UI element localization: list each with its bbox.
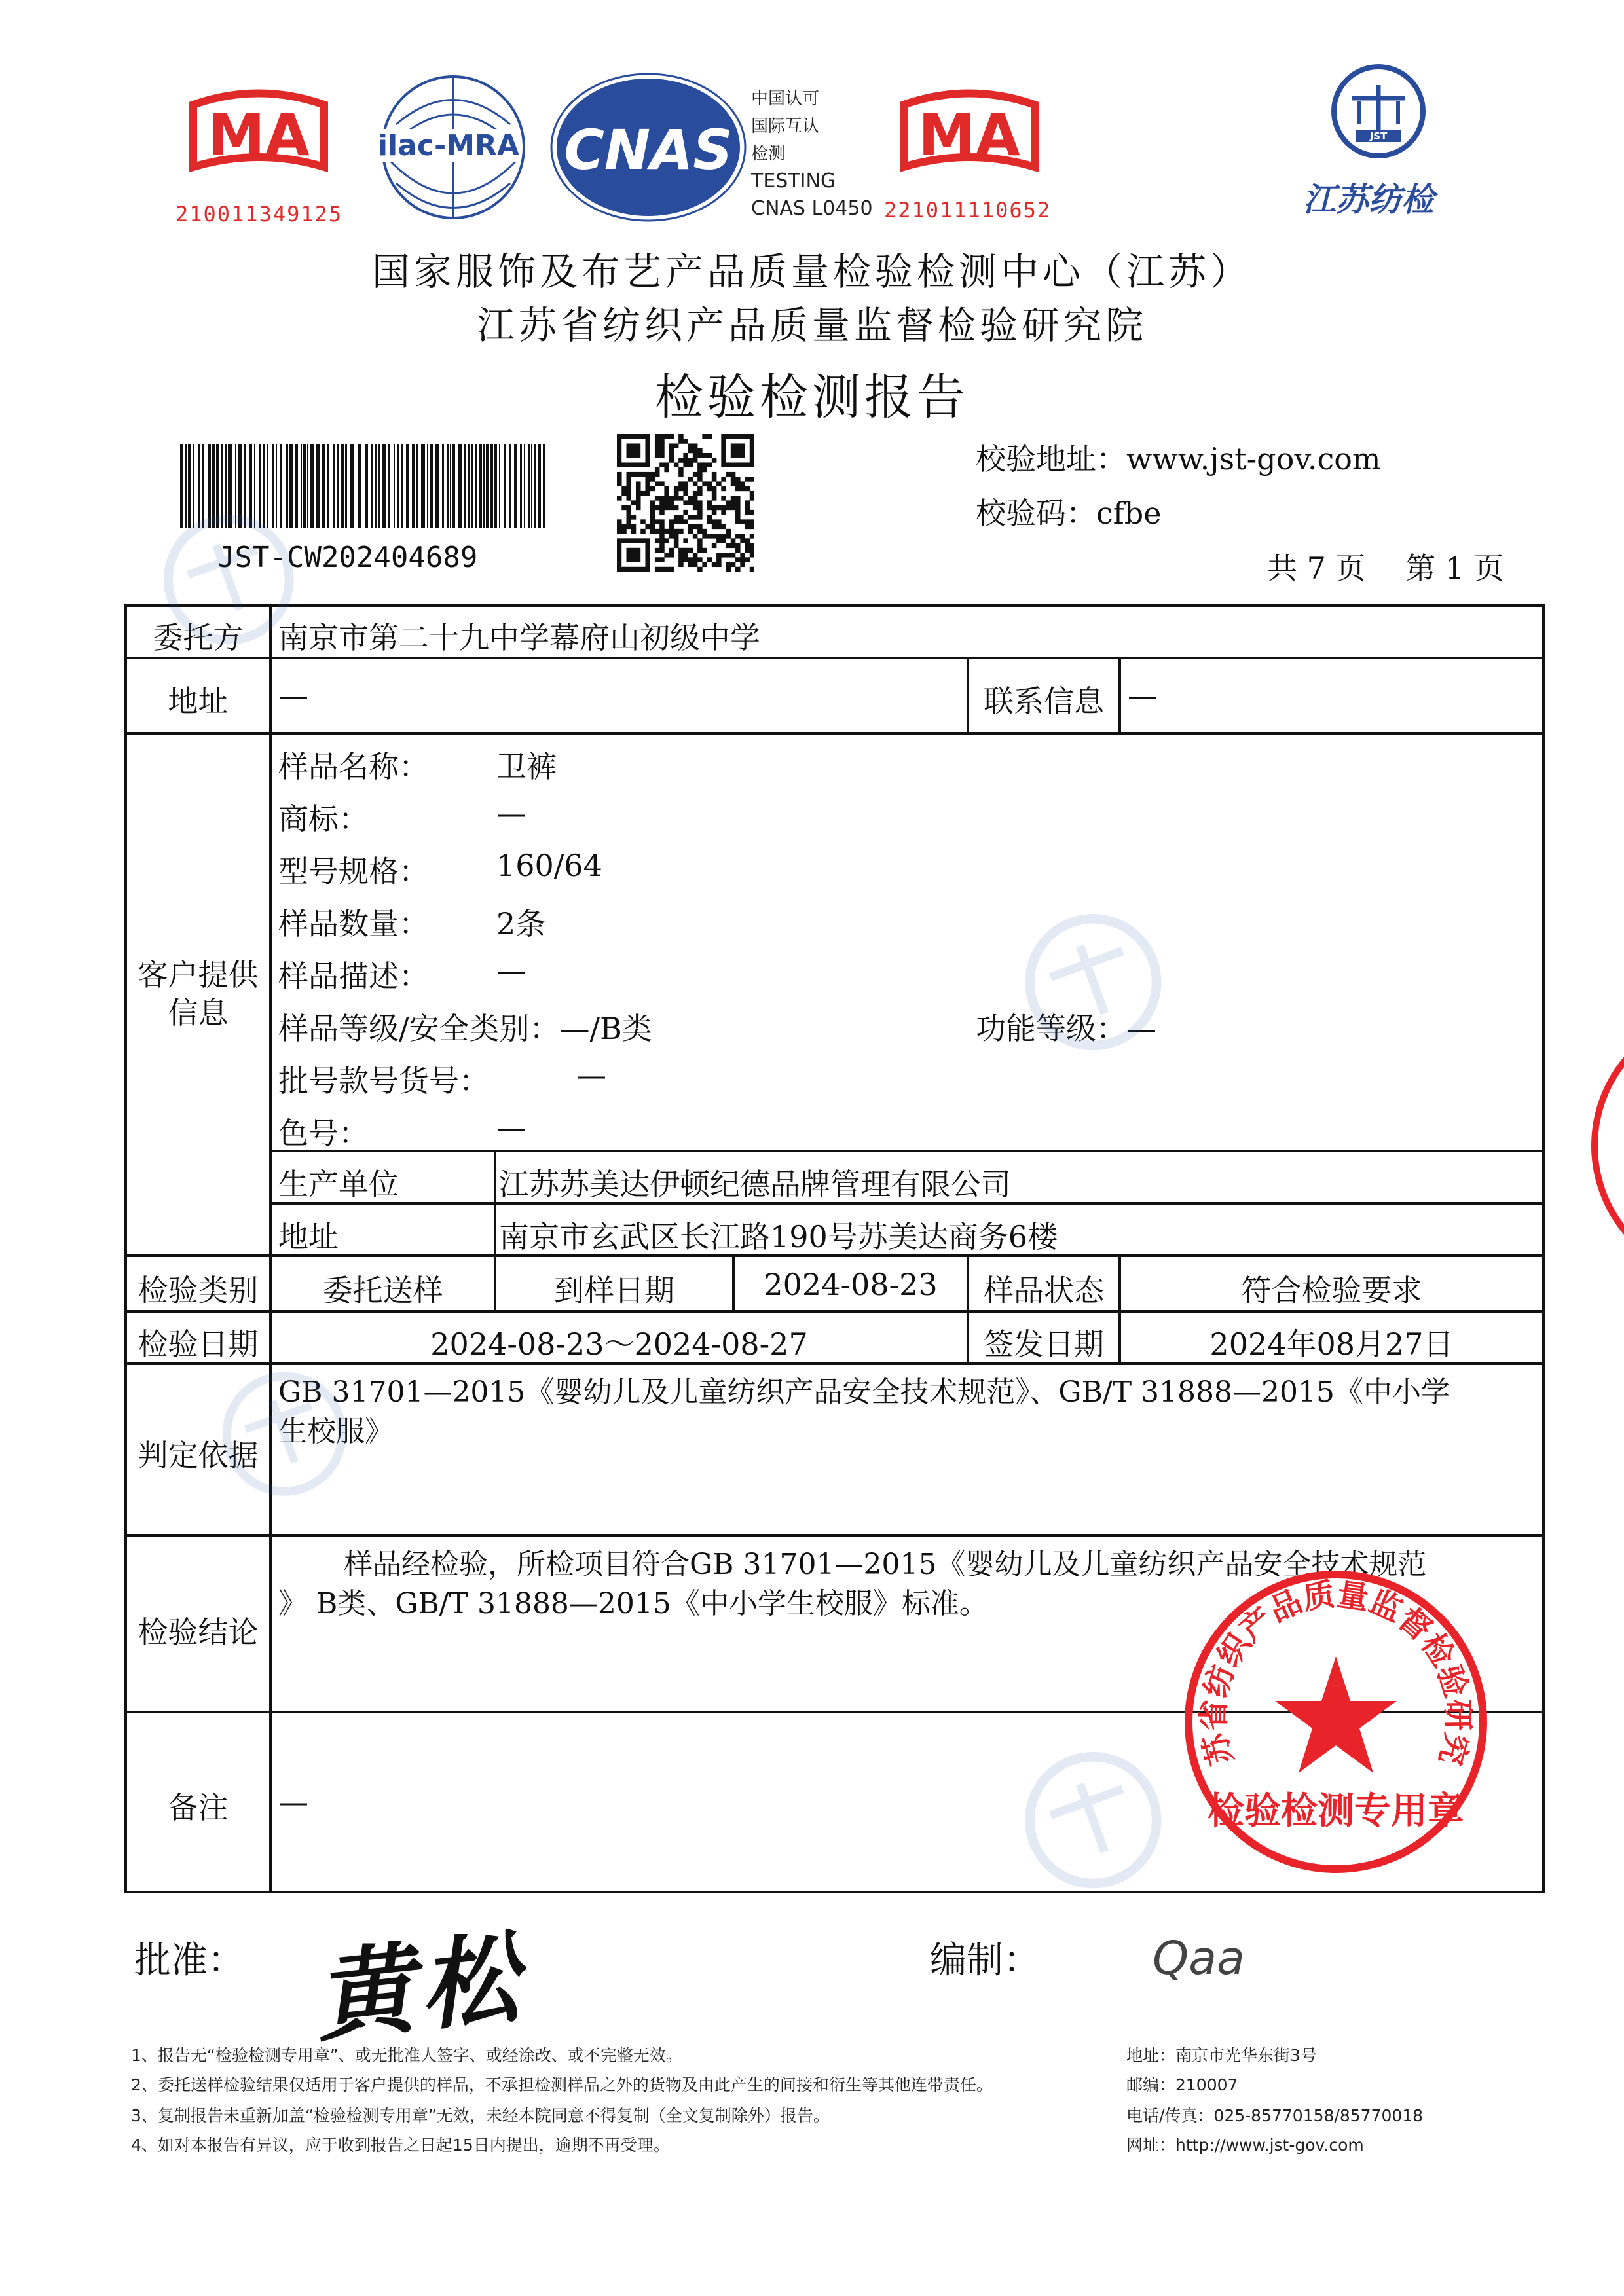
producer-address-label: 地址 [278, 1219, 339, 1254]
edge-seal [1585, 1034, 1624, 1257]
batch-value: — [576, 1057, 606, 1093]
sample-state-label: 样品状态 [984, 1273, 1104, 1308]
function-grade: 功能等级：— [976, 1011, 1156, 1046]
cnas-line: 中国认可 [751, 89, 820, 109]
footer-address: 地址：南京市光华东街3号 [1126, 2046, 1317, 2065]
quantity-value: 2条 [496, 906, 546, 941]
conclusion-line2: 》 B类、GB/T 31888—2015《中小学生校服》标准。 [278, 1587, 988, 1620]
cnas-line: 检测 [751, 144, 786, 164]
test-type-label: 检验类别 [138, 1273, 259, 1308]
org-title-line2: 江苏省纺织产品质量监督检验研究院 [476, 303, 1147, 348]
edge-seal-icon [1585, 1034, 1624, 1257]
footer-note: 3、复制报告未重新加盖“检验检测专用章”无效，未经本院同意不得复制（全文复制除外）报告。 [131, 2106, 830, 2125]
svg-text:MA: MA [918, 101, 1020, 169]
address-value: — [278, 678, 308, 713]
test-date-label: 检验日期 [138, 1326, 259, 1362]
model-label: 型号规格： [278, 854, 429, 889]
verify-address: 校验地址：www.jst-gov.com [976, 441, 1381, 477]
cma-number-left: 210011349125 [175, 202, 343, 227]
issue-date-label: 签发日期 [984, 1326, 1104, 1362]
report-number: JST-CW202404689 [217, 541, 478, 574]
client-label: 委托方 [153, 620, 244, 655]
remarks-value: — [278, 1784, 308, 1819]
footer-postcode: 邮编：210007 [1126, 2075, 1238, 2094]
basis-line2: 生校服》 [278, 1415, 394, 1448]
conclusion-label: 检验结论 [138, 1614, 259, 1650]
desc-label: 样品描述： [278, 958, 429, 994]
grade-label: 样品等级/安全类别：—/B类 [278, 1011, 652, 1046]
seal-title: 检验检测专用章 [1208, 1789, 1464, 1832]
approve-label: 批准： [134, 1939, 244, 1982]
address-label: 地址 [168, 683, 229, 719]
color-label: 色号： [278, 1116, 369, 1151]
official-seal [1172, 1558, 1500, 1886]
model-value: 160/64 [496, 848, 602, 883]
approve-signature: 黄松 [310, 1919, 530, 2056]
compile-signature: Qaa [1153, 1931, 1245, 1985]
remarks-label: 备注 [168, 1790, 229, 1825]
conclusion-line1: 样品经检验，所检项目符合GB 31701—2015《婴幼儿及儿童纺织产品安全技术规范 [344, 1548, 1427, 1581]
compile-label: 编制： [930, 1939, 1040, 1982]
cnas-line: 国际互认 [751, 117, 820, 136]
producer-label: 生产单位 [278, 1167, 399, 1202]
brand-label: 商标： [278, 801, 369, 837]
seal-ring-text: 苏省纺织产品质量监督检验研究 [1195, 1576, 1477, 1770]
jst-org-name: 江苏纺检 [1303, 180, 1434, 219]
test-type-value: 委托送样 [322, 1273, 443, 1308]
contact-label: 联系信息 [984, 683, 1104, 719]
footer-phone: 电话/传真：025-85770158/85770018 [1126, 2106, 1424, 2125]
sample-state-value: 符合检验要求 [1241, 1273, 1422, 1308]
basis-label: 判定依据 [138, 1438, 259, 1473]
basis-line1: GB 31701—2015《婴幼儿及儿童纺织产品安全技术规范》、GB/T 31888—2015《中小学 [278, 1376, 1450, 1409]
arrival-value: 2024-08-23 [764, 1267, 938, 1302]
footer-note: 1、报告无“检验检测专用章”、或无批准人签字、或经涂改、或不完整无效。 [131, 2046, 682, 2065]
batch-label: 批号款号货号： [278, 1063, 489, 1099]
cnas-line: CNAS L0450 [751, 197, 873, 220]
arrival-label: 到样日期 [554, 1273, 674, 1308]
customer-info-label [126, 956, 270, 1032]
quantity-label: 样品数量： [278, 906, 429, 941]
sample-name-label: 样品名称： [278, 749, 429, 784]
cma-number-right: 221011110652 [884, 198, 1052, 223]
cnas-label: CNAS [564, 118, 733, 182]
ilac-label: ilac-MRA [378, 129, 519, 162]
issue-date-value: 2024年08月27日 [1209, 1326, 1454, 1362]
seal-icon [1172, 1558, 1500, 1886]
producer-value: 江苏苏美达伊顿纪德品牌管理有限公司 [499, 1167, 1011, 1202]
producer-address-value: 南京市玄武区长江路190号苏美达商务6楼 [499, 1219, 1058, 1254]
svg-text:MA: MA [208, 101, 310, 169]
report-title: 检验检测报告 [655, 369, 969, 426]
contact-value: — [1128, 678, 1158, 713]
sample-name-value: 卫裤 [496, 749, 557, 784]
cnas-line: TESTING [751, 170, 836, 192]
desc-value: — [496, 953, 526, 988]
footer-note: 4、如对本报告有异议，应于收到报告之日起15日内提出，逾期不再受理。 [131, 2136, 670, 2155]
page-indicator: 共 7 页 第 1 页 [1267, 551, 1504, 586]
customer-info-label-text: 客户提供 信息 [138, 957, 259, 1030]
brand-value: — [496, 795, 526, 831]
client-value: 南京市第二十九中学幕府山初级中学 [278, 620, 760, 655]
color-value: — [496, 1110, 526, 1145]
svg-text:JST: JST [1369, 130, 1388, 142]
test-date-value: 2024-08-23～2024-08-27 [430, 1326, 808, 1362]
footer-note: 2、委托送样检验结果仅适用于客户提供的样品，不承担检测样品之外的货物及由此产生的间接和衍生等其他连带责任。 [131, 2075, 993, 2094]
org-title-line1: 国家服饰及布艺产品质量检验检测中心（江苏） [371, 249, 1252, 294]
verify-code: 校验码：cfbe [976, 496, 1162, 531]
footer-website: 网址：http://www.jst-gov.com [1126, 2136, 1364, 2155]
